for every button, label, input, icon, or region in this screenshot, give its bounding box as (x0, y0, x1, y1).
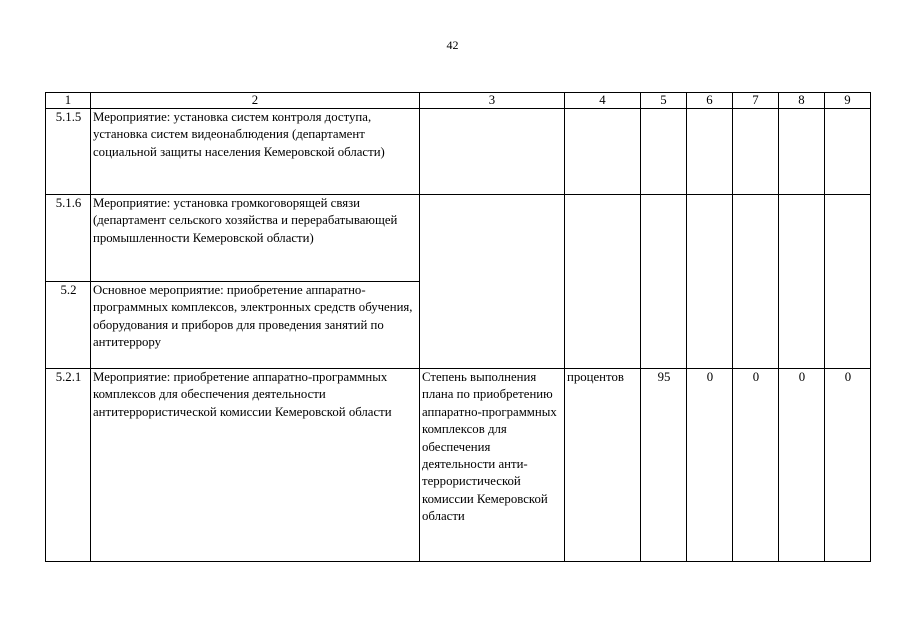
empty-cell (420, 282, 565, 369)
empty-cell (641, 195, 687, 282)
row-number: 5.1.6 (46, 195, 91, 282)
row-name: Основное мероприятие: приобретение аппаратно-программных комплексов, электронных средств обучения, оборудования и приборов для проведения занятий по антитеррору (91, 282, 420, 369)
empty-cell (687, 282, 733, 369)
table-row (46, 109, 871, 195)
empty-cell (779, 282, 825, 369)
table-row (46, 369, 871, 562)
header-row (46, 93, 871, 109)
table-row (46, 195, 871, 282)
header-cell: 9 (825, 93, 871, 109)
empty-cell (565, 195, 641, 282)
empty-cell (733, 282, 779, 369)
empty-cell (687, 195, 733, 282)
row-name: Мероприятие: приобретение аппаратно-программных комплексов для обеспечения деятельности антитеррористической комиссии Кемеровской области (91, 369, 420, 562)
empty-cell (825, 282, 871, 369)
empty-cell (420, 109, 565, 195)
empty-cell (825, 195, 871, 282)
page-number: 42 (446, 38, 459, 52)
header-cell: 3 (420, 93, 565, 109)
row-name: Мероприятие: установка громкоговорящей связи (департамент сельского хозяйства и перерабатывающей промышленности Кемеровской области) (91, 195, 420, 282)
value-cell: 0 (779, 369, 825, 562)
measures-table (45, 92, 871, 562)
empty-cell (687, 109, 733, 195)
row-number: 5.2 (46, 282, 91, 369)
empty-cell (825, 109, 871, 195)
header-cell: 6 (687, 93, 733, 109)
empty-cell (420, 195, 565, 282)
value-cell: 0 (687, 369, 733, 562)
empty-cell (733, 195, 779, 282)
header-cell: 5 (641, 93, 687, 109)
value-cell: 0 (733, 369, 779, 562)
empty-cell (733, 109, 779, 195)
table-row (46, 282, 871, 369)
row-number: 5.1.5 (46, 109, 91, 195)
value-cell: 0 (825, 369, 871, 562)
empty-cell (641, 109, 687, 195)
header-cell: 1 (46, 93, 91, 109)
empty-cell (641, 282, 687, 369)
empty-cell (565, 109, 641, 195)
header-cell: 7 (733, 93, 779, 109)
header-cell: 8 (779, 93, 825, 109)
header-cell: 2 (91, 93, 420, 109)
empty-cell (779, 109, 825, 195)
row-name: Мероприятие: установка систем контроля доступа, установка систем видеонаблюдения (департамент социальной защиты населения Кемеровской области) (91, 109, 420, 195)
unit-cell: процентов (565, 369, 641, 562)
empty-cell (779, 195, 825, 282)
indicator-name: Степень выполнения плана по приобретению аппаратно-программных комплексов для обеспечения деятельности анти-террористической комиссии Кемеровской области (420, 369, 565, 562)
header-cell: 4 (565, 93, 641, 109)
row-number: 5.2.1 (46, 369, 91, 562)
empty-cell (565, 282, 641, 369)
value-cell: 95 (641, 369, 687, 562)
